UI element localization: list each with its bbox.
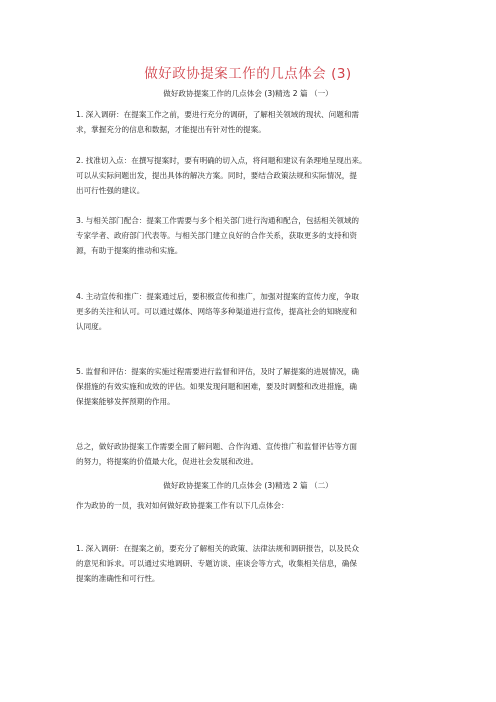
paragraph-point-5 xyxy=(76,364,428,409)
summary-paragraph xyxy=(76,439,428,469)
text-line: 专家学者、政府部门代表等。与相关部门建立良好的合作关系，获取更多的支持和资 xyxy=(76,231,357,240)
text-line: 总之，做好政协提案工作需要全面了解问题、合作沟通、宣传推广和监督评估等方面 xyxy=(76,442,357,451)
text-line: 保措施的有效实施和成效的评估。如果发现问题和困难，要及时调整和改进措施，确 xyxy=(76,382,357,391)
section-heading-2: 做好政协提案工作的几点体会 (3)精选 2 篇 （二） xyxy=(163,481,333,490)
text-line: 更多的关注和认可。可以通过媒体、网络等多种渠道进行宣传，提高社会的知晓度和 xyxy=(76,307,357,316)
text-line: 可以从实际问题出发，提出具体的解决方案。同时，要结合政策法规和实际情况，提 xyxy=(76,171,357,180)
text-line: 求，掌握充分的信息和数据，才能提出有针对性的提案。 xyxy=(76,125,266,134)
text-line: 保提案能够发挥预期的作用。 xyxy=(76,397,175,406)
paragraph-point-3 xyxy=(76,213,428,258)
text-line: 4. 主动宣传和推广：提案通过后，要积极宣传和推广，加强对提案的宣传力度，争取 xyxy=(76,292,360,301)
paragraph-point-2 xyxy=(76,153,428,198)
paragraph-point-4 xyxy=(76,289,428,334)
text-line: 的意见和诉求。可以通过实地调研、专题访谈、座谈会等方式，收集相关信息，确保 xyxy=(76,559,357,568)
text-line: 3. 与相关部门配合：提案工作需要与多个相关部门进行沟通和配合，包括相关领域的 xyxy=(76,216,360,225)
text-line: 认同度。 xyxy=(76,322,107,331)
text-line: 提案的准确性和可行性。 xyxy=(76,574,160,583)
paragraph-point-1 xyxy=(76,107,428,137)
document-title: 做好政协提案工作的几点体会 (3) xyxy=(144,66,352,82)
text-line: 5. 监督和评估：提案的实施过程需要进行监督和评估，及时了解提案的进展情况，确 xyxy=(76,367,360,376)
paragraph-section-2-point-1 xyxy=(76,541,428,586)
text-line: 出可行性强的建议。 xyxy=(76,186,145,195)
text-line: 1. 深入调研：在提案之前，要充分了解相关的政策、法律法规和调研报告，以及民众 xyxy=(76,544,360,553)
text-line: 2. 找准切入点：在撰写提案时，要有明确的切入点，将问题和建议有条理地呈现出来。 xyxy=(76,156,367,165)
text-line: 1. 深入调研：在提案工作之前，要进行充分的调研，了解相关领域的现状、问题和需 xyxy=(76,110,360,119)
text-line: 源，有助于提案的推动和实施。 xyxy=(76,246,183,255)
section-2-intro xyxy=(76,498,428,513)
text-line: 的努力，将提案的价值最大化，促进社会发展和改进。 xyxy=(76,457,259,466)
text-line: 作为政协的一员，我对如何做好政协提案工作有以下几点体会： xyxy=(76,501,289,510)
section-heading-1: 做好政协提案工作的几点体会 (3)精选 2 篇 （一） xyxy=(163,89,333,98)
